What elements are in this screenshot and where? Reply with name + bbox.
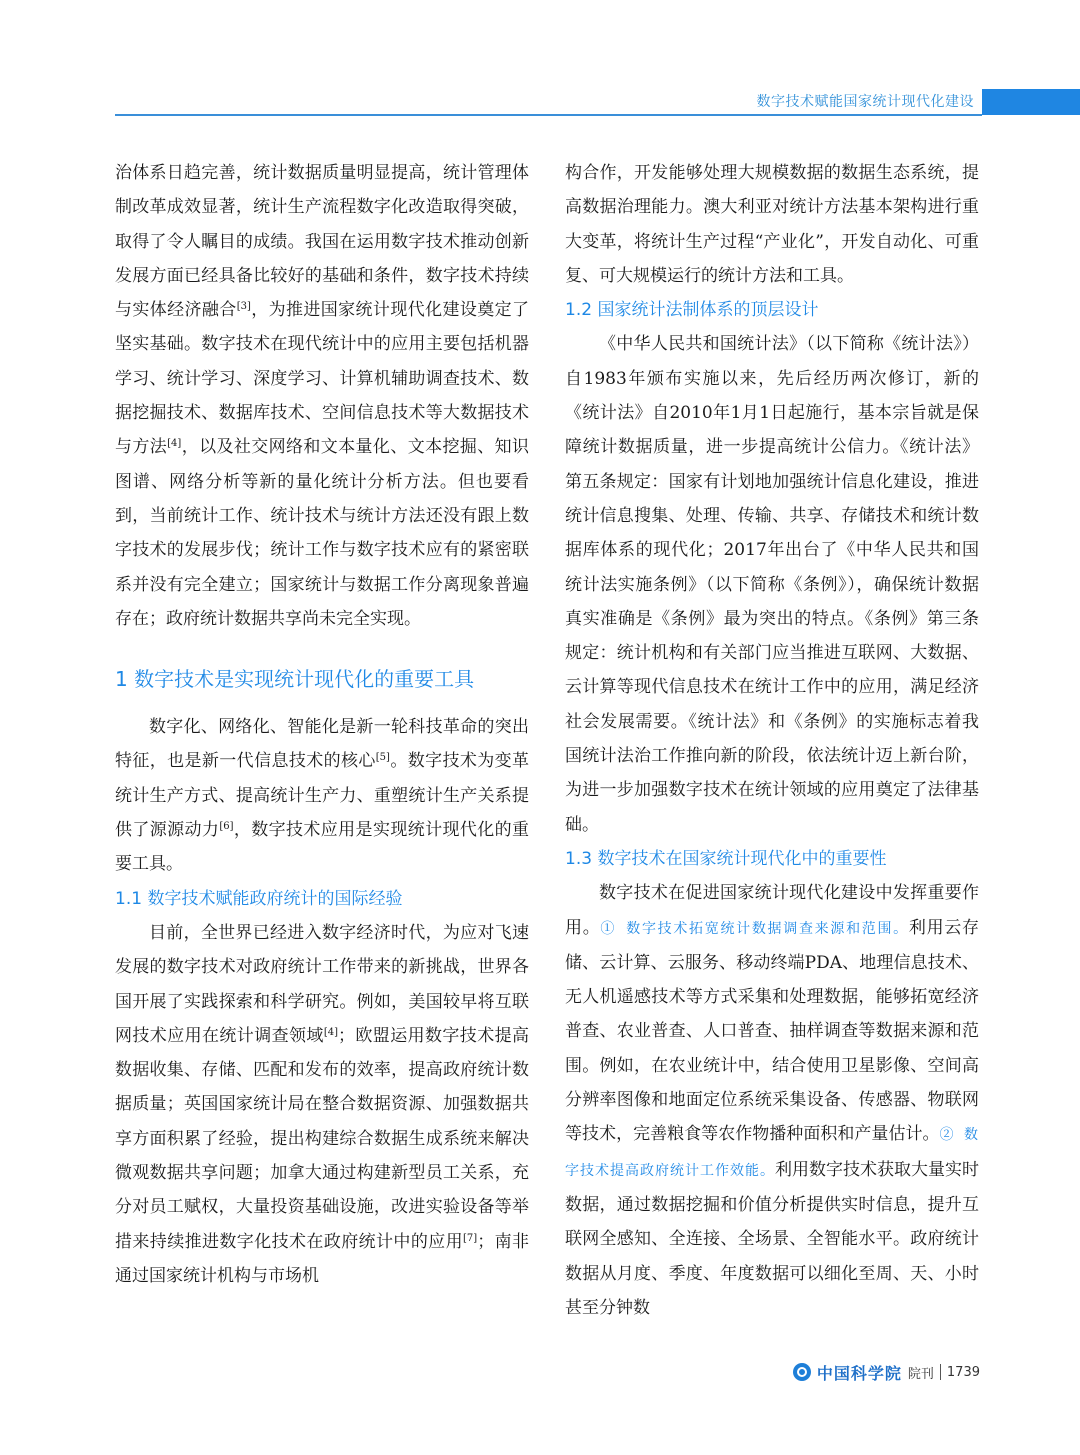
paragraph: 数字化、网络化、智能化是新一轮科技革命的突出特征，也是新一代信息技术的核心[5]。数字技术为变革统计生产方式、提高统计生产力、重塑统计生产关系提供了源源动力[6]，数字技术应用是实现统计现代化的重要工具。: [115, 717, 530, 875]
divider: [940, 1364, 941, 1380]
page-footer: [793, 1360, 980, 1384]
paragraph: 构合作，开发能够处理大规模数据的数据生态系统，提高数据治理能力。澳大利亚对统计方法基本架构进行重大变革，将统计生产过程“产业化”，开发自动化、可重复、可大规模运行的统计方法和工具。: [565, 163, 979, 286]
running-title: 数字技术赋能国家统计现代化建设: [756, 94, 974, 110]
paragraph: 治体系日趋完善，统计数据质量明显提高，统计管理体制改革成效显著，统计生产流程数字化改造取得突破，取得了令人瞩目的成绩。我国在运用数字技术推动创新发展方面已经具备比较好的基础和条件，数字技术持续与实体经济融合[3]，为推进国家统计现代化建设奠定了坚实基础。数字技术在现代统计中的应用主要包括机器学习、统计学习、深度学习、计算机辅助调查技术、数据挖掘技术、数据库技术、空间信息技术等大数据技术与方法[4]，以及社交网络和文本量化、文本挖掘、知识图谱、网络分析等新的量化统计分析方法。但也要看到，当前统计工作、统计技术与统计方法还没有跟上数字技术的发展步伐；统计工作与数字技术应有的紧密联系并没有完全建立；国家统计与数据工作分离现象普遍存在；政府统计数据共享尚未完全实现。: [115, 163, 530, 629]
page-header: [0, 0, 1080, 130]
emphasis-point: ② 数字技术提高政府统计工作效能。: [565, 1127, 979, 1179]
section-heading: 1 数字技术是实现统计现代化的重要工具: [115, 667, 475, 692]
paragraph: 目前，全世界已经进入数字经济时代，为应对飞速发展的数字技术对政府统计工作带来的新挑战，世界各国开展了实践探索和科学研究。例如，美国较早将互联网技术应用在统计调查领域[4]；欧盟运用数字技术提高数据收集、存储、匹配和发布的效率，提高政府统计数据质量；英国国家统计局在整合数据资源、加强数据共享方面积累了经验，提出构建综合数据生成系统来解决微观数据共享问题；加拿大通过构建新型员工关系，充分对员工赋权，大量投资基础设施，改进实验设备等举措来持续推进数字化技术在政府统计中的应用[7]；南非通过国家统计机构与市场机: [115, 922, 530, 1286]
emphasis-point: ① 数字技术拓宽统计数据调查来源和范围。: [600, 920, 909, 937]
right-column: [565, 156, 979, 1325]
left-column: [115, 156, 529, 1293]
header-rule: [115, 114, 982, 116]
cas-logo-icon: [793, 1363, 811, 1381]
citation[interactable]: [3]: [236, 301, 251, 313]
page-number: 1739: [946, 1364, 980, 1380]
subsection-heading: 1.3 数字技术在国家统计现代化中的重要性: [565, 848, 887, 869]
logo-text: 中国科学院: [816, 1363, 902, 1383]
header-accent-block: [982, 89, 1080, 115]
paragraph: 《中华人民共和国统计法》（以下简称《统计法》）自1983年颁布实施以来，先后经历两次修订，新的《统计法》自2010年1月1日起施行，基本宗旨就是保障统计数据质量，进一步提高统计公信力。《统计法》第五条规定：国家有计划地加强统计信息化建设，推进统计信息搜集、处理、传输、共享、存储技术和统计数据库体系的现代化；2017年出台了《中华人民共和国统计法实施条例》（以下简称《条例》），确保统计数据真实准确是《条例》最为突出的特点。《条例》第三条规定：统计机构和有关部门应当推进互联网、大数据、云计算等现代信息技术在统计工作中的应用，满足经济社会发展需要。《统计法》和《条例》的实施标志着我国统计法治工作推向新的阶段，依法统计迈上新台阶，为进一步加强数字技术在统计领域的应用奠定了法律基础。: [565, 334, 979, 835]
journal-name: 院刊: [907, 1366, 934, 1382]
subsection-heading: 1.1 数字技术赋能政府统计的国际经验: [115, 888, 403, 909]
paragraph: 数字技术在促进国家统计现代化建设中发挥重要作用。① 数字技术拓宽统计数据调查来源和范围。利用云存储、云计算、云服务、移动终端PDA、地理信息技术、无人机遥感技术等方式采集和处理数据，能够拓宽经济普查、农业普查、人口普查、抽样调查等数据来源和范围。例如，在农业统计中，结合使用卫星影像、空间高分辨率图像和地面定位系统采集设备、传感器、物联网等技术，完善粮食等农作物播种面积和产量估计。② 数字技术提高政府统计工作效能。利用数字技术获取大量实时数据，通过数据挖掘和价值分析提供实时信息，提升互联网全感知、全连接、全场景、全智能水平。政府统计数据从月度、季度、年度数据可以细化至周、天、小时甚至分钟数: [565, 883, 979, 1318]
citation[interactable]: [7]: [463, 1232, 478, 1244]
citation[interactable]: [6]: [219, 821, 234, 833]
citation[interactable]: [4]: [167, 438, 182, 450]
citation[interactable]: [4]: [323, 1026, 338, 1038]
citation[interactable]: [5]: [375, 752, 390, 764]
subsection-heading: 1.2 国家统计法制体系的顶层设计: [565, 300, 819, 321]
